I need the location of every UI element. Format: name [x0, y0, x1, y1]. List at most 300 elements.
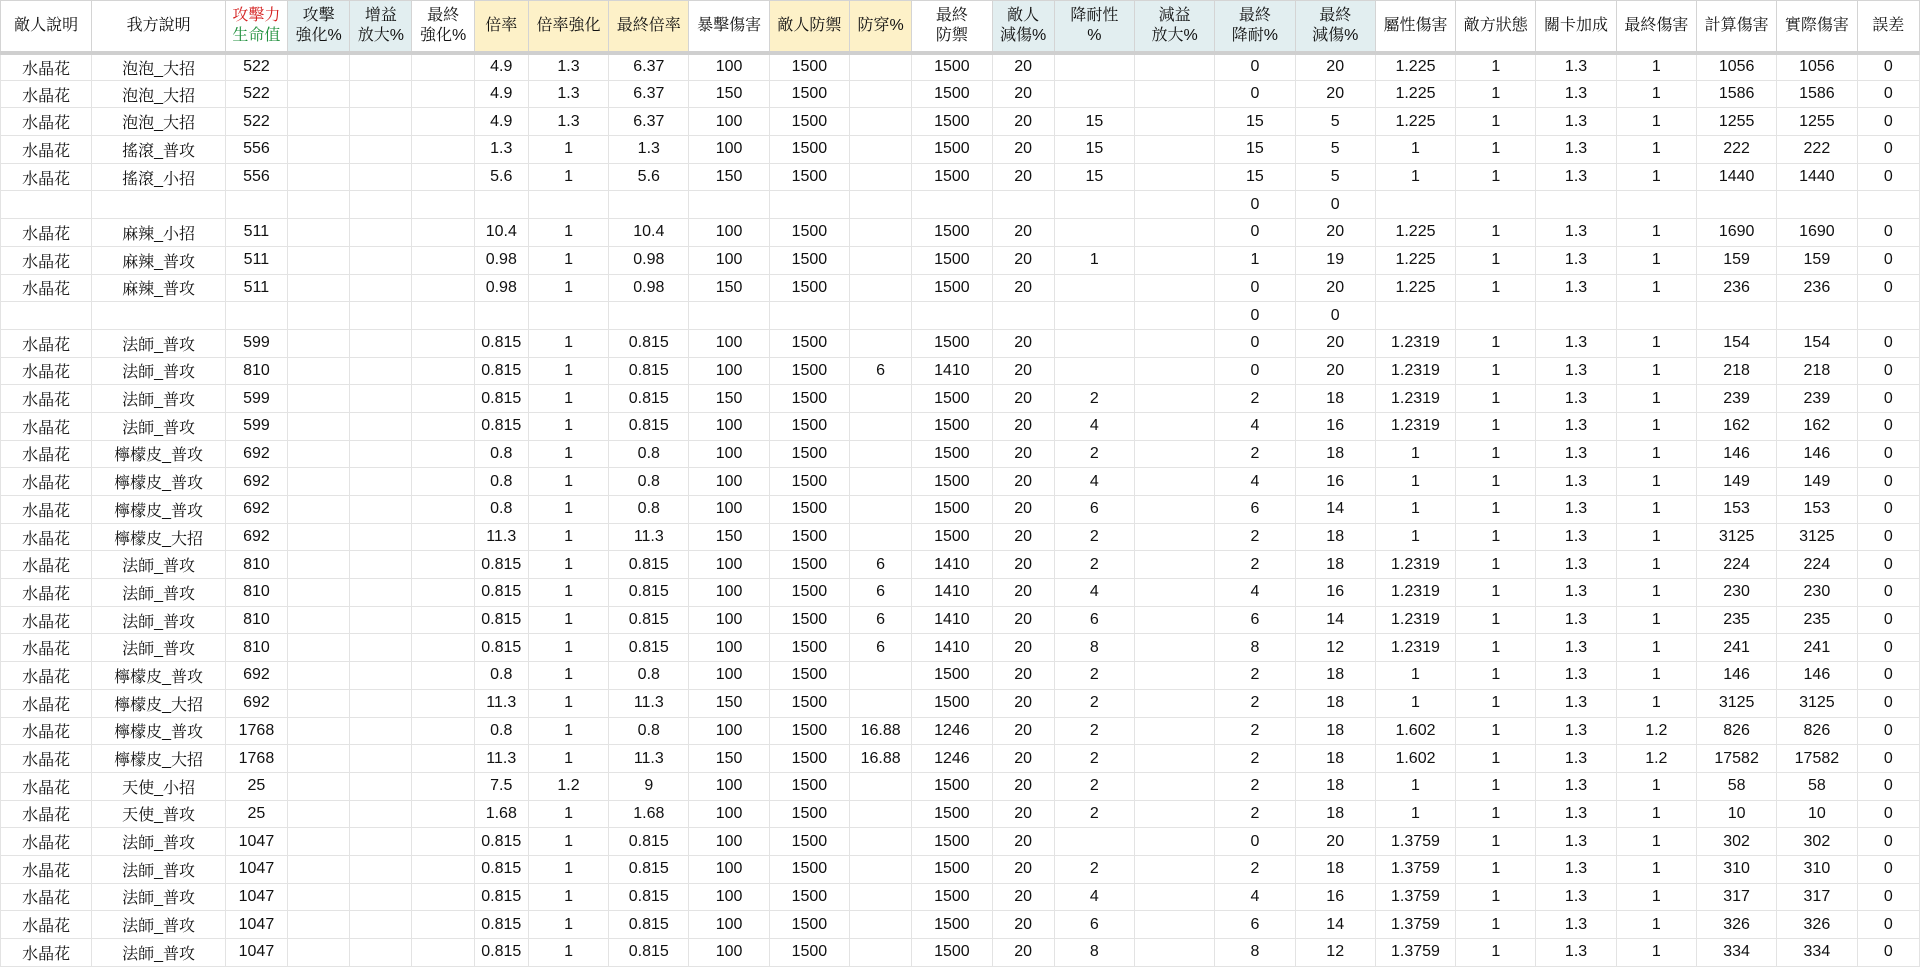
- table-cell[interactable]: 2: [1215, 440, 1295, 468]
- table-cell[interactable]: 1: [1616, 357, 1696, 385]
- table-cell[interactable]: 0: [1295, 191, 1375, 219]
- table-cell[interactable]: 1: [1616, 53, 1696, 81]
- table-cell[interactable]: 1410: [912, 551, 992, 579]
- table-cell[interactable]: 522: [225, 80, 287, 108]
- table-cell[interactable]: 0: [1857, 80, 1919, 108]
- table-cell[interactable]: 1: [1375, 689, 1455, 717]
- table-cell[interactable]: 檸檬皮_普攻: [92, 717, 225, 745]
- table-cell[interactable]: 20: [992, 883, 1054, 911]
- table-cell[interactable]: 2: [1054, 662, 1134, 690]
- table-cell[interactable]: [412, 163, 474, 191]
- table-cell[interactable]: 20: [1295, 329, 1375, 357]
- table-cell[interactable]: [850, 828, 912, 856]
- table-cell[interactable]: [1135, 662, 1215, 690]
- table-cell[interactable]: 水晶花: [1, 689, 92, 717]
- table-cell[interactable]: 2: [1054, 385, 1134, 413]
- table-cell[interactable]: 599: [225, 412, 287, 440]
- table-cell[interactable]: [850, 772, 912, 800]
- table-cell[interactable]: [1857, 302, 1919, 330]
- table-cell[interactable]: 1: [1375, 523, 1455, 551]
- table-cell[interactable]: 1690: [1777, 219, 1857, 247]
- table-cell[interactable]: 1500: [912, 772, 992, 800]
- table-cell[interactable]: 1: [1616, 440, 1696, 468]
- table-cell[interactable]: 水晶花: [1, 357, 92, 385]
- table-cell[interactable]: 0: [1857, 53, 1919, 81]
- table-cell[interactable]: 0.815: [474, 329, 528, 357]
- table-cell[interactable]: 1.3: [609, 136, 689, 164]
- table-cell[interactable]: [474, 302, 528, 330]
- table-cell[interactable]: [350, 939, 412, 967]
- table-cell[interactable]: 1410: [912, 634, 992, 662]
- table-cell[interactable]: [288, 468, 350, 496]
- table-cell[interactable]: [350, 136, 412, 164]
- table-cell[interactable]: [412, 579, 474, 607]
- table-cell[interactable]: 水晶花: [1, 329, 92, 357]
- table-cell[interactable]: 1.3: [1536, 662, 1616, 690]
- table-cell[interactable]: 0: [1215, 80, 1295, 108]
- table-cell[interactable]: 0: [1295, 302, 1375, 330]
- table-cell[interactable]: [288, 939, 350, 967]
- table-cell[interactable]: 水晶花: [1, 246, 92, 274]
- table-cell[interactable]: [412, 551, 474, 579]
- table-cell[interactable]: 0.8: [609, 440, 689, 468]
- table-cell[interactable]: 1.3: [1536, 108, 1616, 136]
- table-cell[interactable]: 511: [225, 219, 287, 247]
- table-cell[interactable]: 2: [1215, 385, 1295, 413]
- table-cell[interactable]: [850, 440, 912, 468]
- table-cell[interactable]: 1500: [769, 606, 849, 634]
- table-cell[interactable]: 6.37: [609, 53, 689, 81]
- table-cell[interactable]: 1: [1616, 274, 1696, 302]
- table-cell[interactable]: 1.3: [528, 80, 608, 108]
- table-cell[interactable]: [1696, 302, 1776, 330]
- table-cell[interactable]: 1500: [912, 939, 992, 967]
- table-cell[interactable]: 1: [1375, 772, 1455, 800]
- table-cell[interactable]: [412, 53, 474, 81]
- table-cell[interactable]: 20: [1295, 53, 1375, 81]
- table-cell[interactable]: 0.815: [609, 551, 689, 579]
- table-cell[interactable]: 1.68: [474, 800, 528, 828]
- table-cell[interactable]: [412, 302, 474, 330]
- table-cell[interactable]: 水晶花: [1, 606, 92, 634]
- table-cell[interactable]: 556: [225, 136, 287, 164]
- table-cell[interactable]: 0: [1857, 357, 1919, 385]
- table-cell[interactable]: 0.98: [474, 274, 528, 302]
- table-cell[interactable]: 法師_普攻: [92, 551, 225, 579]
- table-cell[interactable]: 麻辣_小招: [92, 219, 225, 247]
- table-cell[interactable]: 1: [528, 523, 608, 551]
- table-cell[interactable]: 0: [1857, 412, 1919, 440]
- table-cell[interactable]: [412, 523, 474, 551]
- table-cell[interactable]: 6: [1215, 496, 1295, 524]
- table-cell[interactable]: 11.3: [609, 689, 689, 717]
- table-cell[interactable]: 1: [528, 662, 608, 690]
- table-cell[interactable]: 15: [1054, 136, 1134, 164]
- table-cell[interactable]: [769, 302, 849, 330]
- table-cell[interactable]: 檸檬皮_大招: [92, 523, 225, 551]
- table-cell[interactable]: 2: [1054, 689, 1134, 717]
- column-header[interactable]: 最終 減傷%: [1295, 1, 1375, 53]
- table-cell[interactable]: 1: [528, 883, 608, 911]
- table-cell[interactable]: 0.815: [474, 634, 528, 662]
- table-cell[interactable]: [1, 191, 92, 219]
- table-cell[interactable]: [850, 80, 912, 108]
- table-cell[interactable]: [689, 191, 769, 219]
- table-cell[interactable]: [850, 911, 912, 939]
- table-cell[interactable]: 1500: [912, 246, 992, 274]
- table-cell[interactable]: 20: [992, 385, 1054, 413]
- table-cell[interactable]: 692: [225, 662, 287, 690]
- table-cell[interactable]: 0: [1857, 855, 1919, 883]
- table-cell[interactable]: [1857, 191, 1919, 219]
- table-cell[interactable]: 16.88: [850, 717, 912, 745]
- table-cell[interactable]: 0.815: [474, 412, 528, 440]
- table-cell[interactable]: 20: [992, 634, 1054, 662]
- table-cell[interactable]: 1.3: [1536, 772, 1616, 800]
- table-cell[interactable]: 1.2319: [1375, 634, 1455, 662]
- table-cell[interactable]: 100: [689, 717, 769, 745]
- table-cell[interactable]: 20: [992, 440, 1054, 468]
- table-cell[interactable]: 1500: [769, 136, 849, 164]
- table-cell[interactable]: 18: [1295, 385, 1375, 413]
- table-cell[interactable]: 4: [1215, 468, 1295, 496]
- table-cell[interactable]: 1.3: [474, 136, 528, 164]
- table-cell[interactable]: 1.3759: [1375, 939, 1455, 967]
- table-cell[interactable]: 1047: [225, 855, 287, 883]
- table-cell[interactable]: 20: [992, 136, 1054, 164]
- table-cell[interactable]: [288, 219, 350, 247]
- table-cell[interactable]: [350, 219, 412, 247]
- table-cell[interactable]: 1: [1456, 136, 1536, 164]
- table-cell[interactable]: [1375, 191, 1455, 219]
- table-cell[interactable]: 0: [1857, 329, 1919, 357]
- table-cell[interactable]: [850, 163, 912, 191]
- table-cell[interactable]: [350, 412, 412, 440]
- column-header[interactable]: 增益 放大%: [350, 1, 412, 53]
- table-cell[interactable]: 1500: [769, 662, 849, 690]
- table-cell[interactable]: 4.9: [474, 80, 528, 108]
- table-cell[interactable]: [1135, 108, 1215, 136]
- table-cell[interactable]: 6.37: [609, 80, 689, 108]
- table-cell[interactable]: 1.2319: [1375, 357, 1455, 385]
- table-cell[interactable]: 2: [1054, 745, 1134, 773]
- table-cell[interactable]: 1586: [1696, 80, 1776, 108]
- table-cell[interactable]: 1: [1375, 800, 1455, 828]
- table-cell[interactable]: 4: [1215, 883, 1295, 911]
- table-cell[interactable]: 法師_普攻: [92, 385, 225, 413]
- table-cell[interactable]: [412, 717, 474, 745]
- table-cell[interactable]: 0.8: [474, 440, 528, 468]
- table-cell[interactable]: 1: [1054, 246, 1134, 274]
- table-cell[interactable]: 100: [689, 246, 769, 274]
- table-cell[interactable]: [1135, 80, 1215, 108]
- table-cell[interactable]: 1: [528, 800, 608, 828]
- table-cell[interactable]: 0: [1857, 800, 1919, 828]
- table-cell[interactable]: 1500: [912, 136, 992, 164]
- table-cell[interactable]: 檸檬皮_大招: [92, 745, 225, 773]
- table-cell[interactable]: 水晶花: [1, 800, 92, 828]
- table-cell[interactable]: 水晶花: [1, 136, 92, 164]
- table-cell[interactable]: 1: [1456, 828, 1536, 856]
- table-cell[interactable]: 0: [1857, 468, 1919, 496]
- table-cell[interactable]: 1.2319: [1375, 329, 1455, 357]
- table-cell[interactable]: 20: [1295, 357, 1375, 385]
- table-cell[interactable]: [288, 163, 350, 191]
- table-cell[interactable]: [412, 828, 474, 856]
- table-cell[interactable]: 522: [225, 108, 287, 136]
- table-cell[interactable]: 1: [528, 136, 608, 164]
- table-cell[interactable]: 1246: [912, 717, 992, 745]
- table-cell[interactable]: 1.3: [1536, 274, 1616, 302]
- table-cell[interactable]: 0: [1857, 772, 1919, 800]
- table-cell[interactable]: [288, 329, 350, 357]
- table-cell[interactable]: [1135, 523, 1215, 551]
- table-cell[interactable]: [288, 80, 350, 108]
- table-cell[interactable]: 9: [609, 772, 689, 800]
- table-cell[interactable]: 20: [992, 717, 1054, 745]
- table-cell[interactable]: 100: [689, 800, 769, 828]
- table-cell[interactable]: 15: [1215, 136, 1295, 164]
- table-cell[interactable]: 1: [1456, 883, 1536, 911]
- table-cell[interactable]: 1: [1616, 855, 1696, 883]
- table-cell[interactable]: 5.6: [609, 163, 689, 191]
- table-cell[interactable]: 154: [1777, 329, 1857, 357]
- table-cell[interactable]: [850, 689, 912, 717]
- table-cell[interactable]: 0: [1857, 689, 1919, 717]
- table-cell[interactable]: 4: [1054, 883, 1134, 911]
- table-cell[interactable]: 1: [1616, 80, 1696, 108]
- table-cell[interactable]: 2: [1215, 772, 1295, 800]
- table-cell[interactable]: [850, 108, 912, 136]
- table-cell[interactable]: 0: [1857, 385, 1919, 413]
- table-cell[interactable]: 0.8: [609, 496, 689, 524]
- table-cell[interactable]: 1: [1616, 579, 1696, 607]
- table-cell[interactable]: 2: [1215, 551, 1295, 579]
- table-cell[interactable]: [1135, 855, 1215, 883]
- table-cell[interactable]: 10: [1777, 800, 1857, 828]
- table-cell[interactable]: [1135, 136, 1215, 164]
- table-cell[interactable]: 1500: [769, 828, 849, 856]
- table-cell[interactable]: 6: [1215, 606, 1295, 634]
- table-cell[interactable]: 0.815: [474, 606, 528, 634]
- table-cell[interactable]: 水晶花: [1, 523, 92, 551]
- table-cell[interactable]: 1500: [769, 412, 849, 440]
- table-cell[interactable]: 2: [1215, 523, 1295, 551]
- table-cell[interactable]: 16.88: [850, 745, 912, 773]
- table-cell[interactable]: 1: [528, 745, 608, 773]
- table-cell[interactable]: [850, 385, 912, 413]
- table-cell[interactable]: 1: [1456, 246, 1536, 274]
- table-cell[interactable]: 149: [1777, 468, 1857, 496]
- table-cell[interactable]: 0.815: [609, 883, 689, 911]
- table-cell[interactable]: 1768: [225, 745, 287, 773]
- table-cell[interactable]: 水晶花: [1, 828, 92, 856]
- table-cell[interactable]: 1.3: [1536, 496, 1616, 524]
- table-cell[interactable]: 100: [689, 911, 769, 939]
- table-cell[interactable]: 20: [1295, 80, 1375, 108]
- table-cell[interactable]: 692: [225, 496, 287, 524]
- table-cell[interactable]: [412, 329, 474, 357]
- table-cell[interactable]: 10.4: [609, 219, 689, 247]
- table-cell[interactable]: 1: [1616, 689, 1696, 717]
- table-cell[interactable]: 235: [1777, 606, 1857, 634]
- column-header[interactable]: 敵方狀態: [1456, 1, 1536, 53]
- table-cell[interactable]: 1.3: [1536, 468, 1616, 496]
- table-cell[interactable]: 0: [1857, 219, 1919, 247]
- table-cell[interactable]: [412, 911, 474, 939]
- table-cell[interactable]: 1: [528, 246, 608, 274]
- table-cell[interactable]: 1: [528, 551, 608, 579]
- table-cell[interactable]: 1500: [912, 662, 992, 690]
- table-cell[interactable]: [850, 191, 912, 219]
- table-cell[interactable]: [1135, 939, 1215, 967]
- table-cell[interactable]: [288, 357, 350, 385]
- table-cell[interactable]: 0: [1857, 579, 1919, 607]
- table-cell[interactable]: 810: [225, 357, 287, 385]
- table-cell[interactable]: 0.8: [474, 468, 528, 496]
- table-cell[interactable]: [1456, 302, 1536, 330]
- table-cell[interactable]: 1500: [769, 689, 849, 717]
- table-cell[interactable]: [412, 357, 474, 385]
- table-cell[interactable]: [412, 939, 474, 967]
- table-cell[interactable]: [412, 606, 474, 634]
- table-cell[interactable]: 100: [689, 551, 769, 579]
- table-cell[interactable]: 20: [992, 468, 1054, 496]
- table-cell[interactable]: 326: [1696, 911, 1776, 939]
- table-cell[interactable]: 1500: [769, 496, 849, 524]
- table-cell[interactable]: [1135, 745, 1215, 773]
- table-cell[interactable]: 1.3: [1536, 634, 1616, 662]
- table-cell[interactable]: 1: [1456, 357, 1536, 385]
- table-cell[interactable]: 1: [1456, 329, 1536, 357]
- table-cell[interactable]: 1047: [225, 939, 287, 967]
- table-cell[interactable]: 0: [1857, 136, 1919, 164]
- table-cell[interactable]: 2: [1215, 689, 1295, 717]
- table-cell[interactable]: 1.225: [1375, 108, 1455, 136]
- table-cell[interactable]: 810: [225, 606, 287, 634]
- table-cell[interactable]: [1135, 357, 1215, 385]
- table-cell[interactable]: 1.3: [1536, 911, 1616, 939]
- table-cell[interactable]: 1500: [769, 717, 849, 745]
- table-cell[interactable]: [350, 302, 412, 330]
- table-cell[interactable]: [1, 302, 92, 330]
- table-cell[interactable]: 302: [1696, 828, 1776, 856]
- table-cell[interactable]: 1: [528, 274, 608, 302]
- table-cell[interactable]: [850, 219, 912, 247]
- table-cell[interactable]: 522: [225, 53, 287, 81]
- table-cell[interactable]: 1500: [912, 496, 992, 524]
- table-cell[interactable]: 18: [1295, 523, 1375, 551]
- table-cell[interactable]: 18: [1295, 855, 1375, 883]
- table-cell[interactable]: 826: [1696, 717, 1776, 745]
- table-cell[interactable]: 0: [1215, 53, 1295, 81]
- table-cell[interactable]: 0: [1857, 828, 1919, 856]
- table-cell[interactable]: 1: [528, 606, 608, 634]
- table-cell[interactable]: 2: [1215, 662, 1295, 690]
- table-cell[interactable]: [769, 191, 849, 219]
- table-cell[interactable]: 16: [1295, 579, 1375, 607]
- table-cell[interactable]: 17582: [1696, 745, 1776, 773]
- column-header[interactable]: 防穿%: [850, 1, 912, 53]
- table-cell[interactable]: 1: [1616, 828, 1696, 856]
- table-cell[interactable]: 1.3: [528, 53, 608, 81]
- table-cell[interactable]: [1135, 606, 1215, 634]
- table-cell[interactable]: 1500: [769, 329, 849, 357]
- table-cell[interactable]: 20: [992, 53, 1054, 81]
- table-cell[interactable]: 4.9: [474, 53, 528, 81]
- table-cell[interactable]: 1: [528, 579, 608, 607]
- table-cell[interactable]: [350, 579, 412, 607]
- table-cell[interactable]: 14: [1295, 606, 1375, 634]
- table-cell[interactable]: 1500: [912, 689, 992, 717]
- table-cell[interactable]: [1135, 689, 1215, 717]
- table-cell[interactable]: [1135, 496, 1215, 524]
- table-cell[interactable]: [609, 191, 689, 219]
- table-cell[interactable]: 0.815: [474, 939, 528, 967]
- table-cell[interactable]: 1: [528, 329, 608, 357]
- table-cell[interactable]: 泡泡_大招: [92, 108, 225, 136]
- table-cell[interactable]: 天使_小招: [92, 772, 225, 800]
- table-cell[interactable]: 0.815: [474, 883, 528, 911]
- column-header[interactable]: 最終傷害: [1616, 1, 1696, 53]
- column-header[interactable]: 暴擊傷害: [689, 1, 769, 53]
- table-cell[interactable]: 16: [1295, 883, 1375, 911]
- table-cell[interactable]: 1.3: [1536, 523, 1616, 551]
- table-cell[interactable]: 1: [1616, 246, 1696, 274]
- table-cell[interactable]: 0.8: [474, 662, 528, 690]
- table-cell[interactable]: [850, 496, 912, 524]
- table-cell[interactable]: 6: [850, 634, 912, 662]
- table-cell[interactable]: 5: [1295, 163, 1375, 191]
- table-cell[interactable]: 20: [992, 329, 1054, 357]
- table-cell[interactable]: 3125: [1777, 523, 1857, 551]
- table-cell[interactable]: 150: [689, 80, 769, 108]
- table-cell[interactable]: [1054, 329, 1134, 357]
- table-cell[interactable]: 1.3: [1536, 800, 1616, 828]
- table-cell[interactable]: [1054, 80, 1134, 108]
- table-cell[interactable]: 1: [1456, 163, 1536, 191]
- table-cell[interactable]: 1: [1456, 911, 1536, 939]
- table-cell[interactable]: 18: [1295, 772, 1375, 800]
- table-cell[interactable]: 1.2: [528, 772, 608, 800]
- table-cell[interactable]: [1135, 302, 1215, 330]
- table-cell[interactable]: 100: [689, 772, 769, 800]
- table-cell[interactable]: 241: [1777, 634, 1857, 662]
- table-cell[interactable]: 1500: [912, 163, 992, 191]
- table-cell[interactable]: 0: [1215, 191, 1295, 219]
- table-cell[interactable]: 20: [992, 939, 1054, 967]
- table-cell[interactable]: 5.6: [474, 163, 528, 191]
- table-cell[interactable]: 1: [1616, 606, 1696, 634]
- table-cell[interactable]: 20: [992, 551, 1054, 579]
- table-cell[interactable]: 1500: [769, 523, 849, 551]
- table-cell[interactable]: 1500: [769, 551, 849, 579]
- table-cell[interactable]: 0.8: [609, 717, 689, 745]
- table-cell[interactable]: 100: [689, 219, 769, 247]
- table-cell[interactable]: [350, 717, 412, 745]
- table-cell[interactable]: 1.2319: [1375, 579, 1455, 607]
- table-cell[interactable]: 0.815: [474, 855, 528, 883]
- table-cell[interactable]: [412, 800, 474, 828]
- table-cell[interactable]: 麻辣_普攻: [92, 274, 225, 302]
- table-cell[interactable]: [350, 634, 412, 662]
- table-cell[interactable]: 1.2319: [1375, 551, 1455, 579]
- table-cell[interactable]: 水晶花: [1, 634, 92, 662]
- table-cell[interactable]: 水晶花: [1, 662, 92, 690]
- table-cell[interactable]: 1: [1375, 136, 1455, 164]
- table-cell[interactable]: 1.3: [528, 108, 608, 136]
- table-cell[interactable]: 100: [689, 440, 769, 468]
